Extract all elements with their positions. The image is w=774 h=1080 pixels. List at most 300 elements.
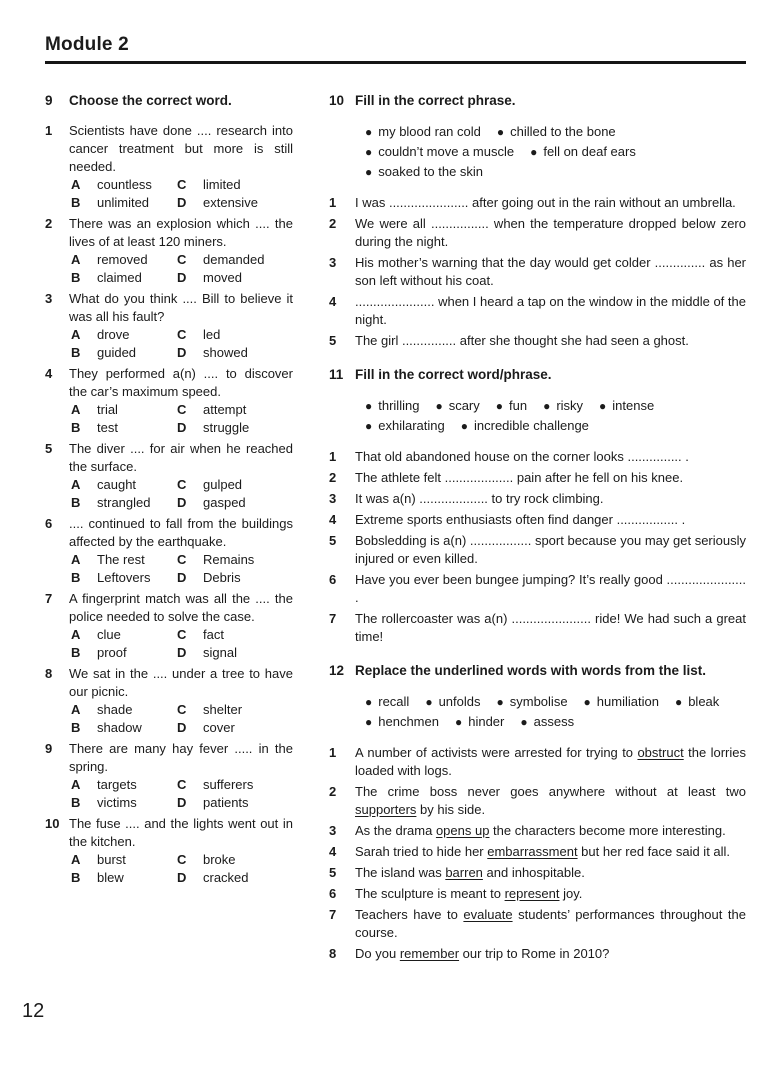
option-letter: D [177, 795, 187, 810]
bullet-icon: ● [674, 695, 683, 709]
list-item [329, 511, 746, 529]
option-letter: B [71, 345, 81, 360]
item-text [355, 945, 746, 963]
underlined-word: obstruct [637, 745, 684, 760]
exercise-number: 10 [329, 93, 345, 108]
option-letter: C [177, 402, 187, 417]
bullet-icon: ● [365, 399, 373, 413]
word-bank-phrase-label: bleak [688, 694, 720, 709]
word-bank-line [365, 122, 746, 142]
option-text: drove [97, 327, 130, 342]
question-body [69, 440, 293, 512]
option-letter: A [71, 852, 81, 867]
question [45, 122, 293, 212]
item-number: 5 [329, 865, 337, 880]
option-letter: A [71, 552, 81, 567]
item-number: 5 [329, 533, 337, 548]
option-text: claimed [97, 270, 142, 285]
option-letter: D [177, 645, 187, 660]
question-body [69, 590, 293, 662]
word-bank-phrase [455, 714, 504, 729]
option-text: removed [97, 252, 148, 267]
question-body [69, 740, 293, 812]
word-bank-phrase-label: recall [378, 694, 410, 709]
item-text: It was a(n) ................... to try rock climbing. [355, 491, 604, 506]
question-number: 2 [45, 216, 53, 231]
item-text [355, 843, 746, 861]
bullet-icon: ● [365, 695, 373, 709]
item-text-after: students’ performances throughout the course. [355, 907, 746, 940]
word-bank-phrase-label: humiliation [596, 694, 659, 709]
question-text: A fingerprint match was all the .... the police needed to solve the case. [69, 591, 293, 624]
page-number: 12 [22, 1000, 45, 1022]
word-bank-phrase-label: fun [509, 398, 528, 413]
item-text: ...................... when I heard a tap on the window in the middle of the night. [355, 294, 746, 327]
bullet-icon: ● [599, 399, 607, 413]
option-text: unlimited [97, 195, 150, 210]
word-bank-phrase [365, 144, 514, 159]
underlined-word: opens up [435, 823, 490, 838]
question [45, 215, 293, 287]
word-bank-line [365, 142, 746, 162]
question-number: 10 [45, 816, 60, 831]
left-column [45, 92, 293, 966]
option-row [69, 269, 293, 287]
item-number: 1 [329, 449, 337, 464]
list-item [329, 332, 746, 350]
item-number: 6 [329, 886, 337, 901]
option-letter: B [71, 720, 81, 735]
question [45, 740, 293, 812]
module-title: Module 2 [45, 34, 129, 55]
exercise-9 [45, 92, 293, 887]
exercise-title: Fill in the correct phrase. [355, 93, 516, 108]
list-item [329, 864, 746, 882]
word-bank-phrase-label: risky [556, 398, 584, 413]
question-number: 7 [45, 591, 53, 606]
word-bank-phrase [543, 398, 583, 413]
option-letter: A [71, 177, 81, 192]
exercise-heading [329, 92, 746, 110]
word-bank-phrase [365, 714, 439, 729]
option-text: shelter [203, 702, 243, 717]
header-rule [45, 61, 746, 64]
item-text [355, 744, 746, 780]
option-text: targets [97, 777, 137, 792]
question [45, 590, 293, 662]
bullet-icon: ● [454, 715, 463, 729]
item-number: 7 [329, 907, 337, 922]
option-letter: C [177, 477, 187, 492]
question [45, 815, 293, 887]
option-letter: D [177, 720, 187, 735]
underlined-word: embarrassment [487, 844, 578, 859]
option-row [69, 644, 293, 662]
exercise-number: 12 [329, 663, 345, 678]
right-column [329, 92, 746, 966]
item-text-before: The sculpture is meant to [355, 886, 505, 901]
item-number: 1 [329, 745, 337, 760]
item-text [355, 906, 746, 942]
option-text: blew [97, 870, 124, 885]
item-number: 4 [329, 512, 337, 527]
option-text: extensive [203, 195, 258, 210]
word-bank-phrase-label: couldn’t move a muscle [378, 144, 515, 159]
option-text: limited [203, 177, 241, 192]
list-item [329, 490, 746, 508]
option-letter: A [71, 627, 81, 642]
item-text [355, 822, 746, 840]
question-text: What do you think .... Bill to believe it was all his fault? [69, 291, 293, 324]
word-bank-phrase [497, 124, 616, 139]
bullet-icon: ● [495, 399, 503, 413]
word-bank-phrase [530, 144, 636, 159]
option-text: victims [97, 795, 137, 810]
item-text: The rollercoaster was a(n) ...................... ride! We had such a great time! [355, 611, 746, 644]
item-text: Bobsledding is a(n) ................. sport because you may get seriously injured or even killed. [355, 533, 746, 566]
option-letter: C [177, 327, 187, 342]
option-letter: C [177, 852, 187, 867]
option-row [69, 719, 293, 737]
question [45, 290, 293, 362]
word-bank-line [365, 396, 746, 416]
underlined-word: barren [445, 865, 483, 880]
bullet-icon: ● [365, 419, 373, 433]
word-bank-phrase-label: symbolise [509, 694, 568, 709]
word-bank-phrase [496, 398, 527, 413]
question-body [69, 122, 293, 212]
exercise-10 [329, 92, 746, 350]
word-bank-phrase-label: thrilling [378, 398, 420, 413]
list-item [329, 194, 746, 212]
item-text-after: but her red face said it all. [577, 844, 731, 859]
word-bank-phrase [497, 694, 568, 709]
word-bank-phrase [584, 694, 659, 709]
underlined-word: remember [399, 946, 460, 961]
exercise-title: Fill in the correct word/phrase. [355, 367, 552, 382]
word-bank-phrase [675, 694, 719, 709]
item-text-before: Do you [355, 946, 400, 961]
option-row [69, 251, 293, 269]
option-text: fact [203, 627, 224, 642]
option-row [69, 569, 293, 587]
item-text-after: the characters become more interesting. [489, 823, 726, 838]
question-number: 5 [45, 441, 53, 456]
question-text: There was an explosion which .... the lives of at least 120 miners. [69, 216, 293, 249]
option-letter: B [71, 495, 81, 510]
exercise-12 [329, 662, 746, 963]
item-text-after: joy. [559, 886, 583, 901]
item-text-before: The crime boss never goes anywhere without at least two [355, 784, 746, 799]
word-bank-phrase [435, 398, 479, 413]
word-bank-phrase [461, 418, 589, 433]
item-text [355, 885, 746, 903]
option-row [69, 776, 293, 794]
list-item [329, 744, 746, 780]
underlined-word: evaluate [463, 907, 513, 922]
bullet-icon: ● [365, 145, 373, 159]
list-item [329, 215, 746, 251]
question [45, 515, 293, 587]
question-body [69, 215, 293, 287]
option-letter: C [177, 627, 187, 642]
word-bank [365, 396, 746, 436]
option-row [69, 176, 293, 194]
word-bank-phrase-label: unfolds [438, 694, 481, 709]
question-number: 8 [45, 666, 53, 681]
option-text: burst [97, 852, 126, 867]
word-bank-phrase-label: scary [448, 398, 480, 413]
bullet-icon: ● [583, 695, 591, 709]
option-text: cracked [203, 870, 249, 885]
option-letter: B [71, 645, 81, 660]
question-body [69, 665, 293, 737]
word-bank-phrase-label: hinder [468, 714, 505, 729]
question-text: .... continued to fall from the buildings affected by the earthquake. [69, 516, 293, 549]
word-bank-line [365, 416, 746, 436]
item-number: 2 [329, 784, 337, 799]
option-row [69, 326, 293, 344]
option-text: trial [97, 402, 118, 417]
word-bank [365, 122, 746, 182]
option-letter: A [71, 327, 81, 342]
list-item [329, 469, 746, 487]
word-bank-phrase [599, 398, 654, 413]
option-text: shade [97, 702, 133, 717]
bullet-icon: ● [365, 165, 373, 179]
item-number: 6 [329, 572, 337, 587]
exercise-number: 9 [45, 93, 53, 108]
word-bank-phrase [365, 164, 483, 179]
word-bank-phrase-label: my blood ran cold [378, 124, 481, 139]
list-item [329, 783, 746, 819]
item-number: 5 [329, 333, 337, 348]
list-item [329, 822, 746, 840]
option-text: Leftovers [97, 570, 151, 585]
option-row [69, 419, 293, 437]
option-text: attempt [203, 402, 247, 417]
question-body [69, 290, 293, 362]
option-text: gulped [203, 477, 243, 492]
option-letter: B [71, 195, 81, 210]
option-text: signal [203, 645, 237, 660]
option-letter: A [71, 702, 81, 717]
option-letter: B [71, 870, 81, 885]
option-letter: A [71, 777, 81, 792]
bullet-icon: ● [425, 695, 433, 709]
option-text: patients [203, 795, 249, 810]
option-letter: D [177, 420, 187, 435]
word-bank-phrase [425, 694, 480, 709]
option-text: caught [97, 477, 137, 492]
exercise-heading [329, 662, 746, 680]
option-row [69, 701, 293, 719]
item-text-after: our trip to Rome in 2010? [459, 946, 610, 961]
page-header [45, 34, 746, 64]
item-text: I was ...................... after going out in the rain without an umbrella. [355, 195, 736, 210]
list-item [329, 610, 746, 646]
question-body [69, 365, 293, 437]
option-text: cover [203, 720, 235, 735]
item-number: 4 [329, 844, 337, 859]
item-text: That old abandoned house on the corner looks ............... . [355, 449, 689, 464]
bullet-icon: ● [496, 695, 504, 709]
word-bank-line [365, 692, 746, 712]
item-text-after: by his side. [416, 802, 486, 817]
option-text: test [97, 420, 118, 435]
option-letter: D [177, 270, 187, 285]
question-text: They performed a(n) .... to discover the car’s maximum speed. [69, 366, 293, 399]
option-letter: C [177, 777, 187, 792]
word-bank-line [365, 162, 746, 182]
item-number: 2 [329, 470, 337, 485]
question [45, 440, 293, 512]
item-text: His mother’s warning that the day would get colder .............. as her son left without his coat. [355, 255, 746, 288]
option-letter: C [177, 252, 187, 267]
option-text: broke [203, 852, 236, 867]
item-text [355, 864, 746, 882]
item-text: Extreme sports enthusiasts often find danger ................. . [355, 512, 686, 527]
question-text: The fuse .... and the lights went out in the kitchen. [69, 816, 293, 849]
option-letter: B [71, 570, 81, 585]
option-text: Debris [203, 570, 241, 585]
exercise-title: Choose the correct word. [69, 93, 232, 108]
item-number: 1 [329, 195, 337, 210]
item-number: 7 [329, 611, 337, 626]
question [45, 665, 293, 737]
option-text: clue [97, 627, 121, 642]
bullet-icon: ● [496, 125, 505, 139]
option-text: Remains [203, 552, 255, 567]
item-number: 4 [329, 294, 337, 309]
option-letter: A [71, 252, 81, 267]
word-bank-phrase-label: assess [533, 714, 575, 729]
exercise-number: 11 [329, 367, 344, 382]
option-row [69, 869, 293, 887]
word-bank-phrase-label: chilled to the bone [510, 124, 616, 139]
bullet-icon: ● [365, 715, 373, 729]
bullet-icon: ● [365, 125, 373, 139]
question-number: 3 [45, 291, 53, 306]
list-item [329, 885, 746, 903]
item-text-before: Teachers have to [355, 907, 464, 922]
option-row [69, 476, 293, 494]
word-bank-phrase-label: exhilarating [378, 418, 445, 433]
option-row [69, 494, 293, 512]
bullet-icon: ● [460, 419, 468, 433]
exercise-11 [329, 366, 746, 646]
list-item [329, 571, 746, 607]
item-text-before: The island was [355, 865, 446, 880]
item-number: 2 [329, 216, 337, 231]
exercise-title: Replace the underlined words with words from the list. [355, 663, 707, 678]
option-letter: D [177, 570, 187, 585]
question-number: 6 [45, 516, 53, 531]
item-number: 3 [329, 491, 337, 506]
word-bank-phrase-label: soaked to the skin [378, 164, 484, 179]
list-item [329, 532, 746, 568]
option-letter: D [177, 870, 187, 885]
option-text: strangled [97, 495, 151, 510]
option-text: shadow [97, 720, 142, 735]
word-bank-phrase-label: intense [612, 398, 655, 413]
question-text: There are many hay fever ..... in the spring. [69, 741, 293, 774]
content-columns [45, 92, 746, 966]
bullet-icon: ● [520, 715, 528, 729]
question-number: 1 [45, 123, 53, 138]
option-text: led [203, 327, 221, 342]
option-text: showed [203, 345, 248, 360]
option-row [69, 551, 293, 569]
option-letter: A [71, 402, 81, 417]
item-number: 3 [329, 255, 337, 270]
bullet-icon: ● [543, 399, 551, 413]
question-number: 4 [45, 366, 53, 381]
exercise-heading [45, 92, 293, 110]
word-bank [365, 692, 746, 732]
option-text: gasped [203, 495, 246, 510]
option-text: guided [97, 345, 137, 360]
option-text: moved [203, 270, 243, 285]
option-text: proof [97, 645, 127, 660]
option-letter: D [177, 195, 187, 210]
option-letter: D [177, 345, 187, 360]
exercise-heading [329, 366, 746, 384]
bullet-icon: ● [435, 399, 443, 413]
item-text: We were all ................ when the temperature dropped below zero during the night. [355, 216, 746, 249]
option-row [69, 626, 293, 644]
list-item [329, 945, 746, 963]
question-number: 9 [45, 741, 53, 756]
word-bank-phrase [520, 714, 574, 729]
word-bank-phrase [365, 124, 481, 139]
option-letter: B [71, 795, 81, 810]
word-bank-line [365, 712, 746, 732]
question-text: The diver .... for air when he reached the surface. [69, 441, 293, 474]
word-bank-phrase-label: incredible challenge [474, 418, 589, 433]
underlined-word: supporters [355, 802, 417, 817]
option-row [69, 194, 293, 212]
question-body [69, 815, 293, 887]
word-bank-phrase-label: henchmen [378, 714, 439, 729]
option-row [69, 851, 293, 869]
list-item [329, 843, 746, 861]
item-text: The athlete felt ................... pain after he fell on his knee. [355, 470, 684, 485]
item-text-before: Sarah tried to hide her [355, 844, 488, 859]
list-item [329, 293, 746, 329]
question-body [69, 515, 293, 587]
option-letter: C [177, 177, 187, 192]
list-item [329, 254, 746, 290]
item-text: The girl ............... after she thought she had seen a ghost. [355, 333, 689, 348]
item-text-before: A number of activists were arrested for trying to [355, 745, 638, 760]
option-letter: C [177, 702, 187, 717]
item-text [355, 783, 746, 819]
option-letter: C [177, 552, 187, 567]
option-row [69, 344, 293, 362]
option-letter: B [71, 270, 81, 285]
item-number: 3 [329, 823, 337, 838]
option-row [69, 401, 293, 419]
option-text: demanded [203, 252, 265, 267]
word-bank-phrase [365, 418, 445, 433]
item-text-before: As the drama [355, 823, 436, 838]
option-text: struggle [203, 420, 250, 435]
option-row [69, 794, 293, 812]
question-text: We sat in the .... under a tree to have our picnic. [69, 666, 293, 699]
option-letter: B [71, 420, 81, 435]
option-letter: A [71, 477, 81, 492]
